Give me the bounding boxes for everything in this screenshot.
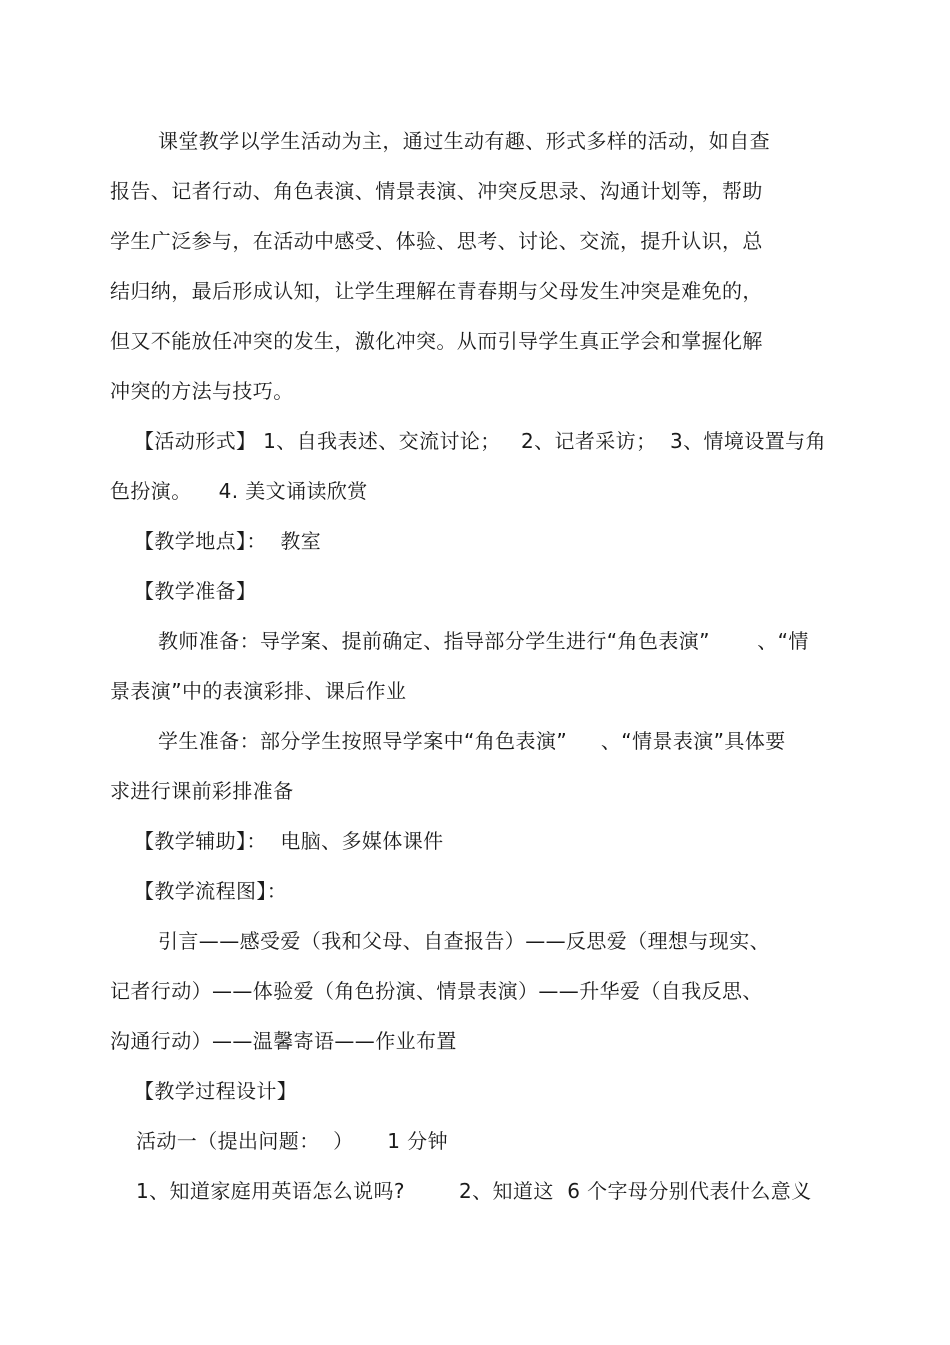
flowchart-line-1: 引言——感受爱（我和父母、自查报告）——反思爱（理想与现实、 (158, 929, 770, 953)
intro-paragraph-line-6: 冲突的方法与技巧。 (110, 379, 294, 403)
flowchart-line-3: 沟通行动）——温馨寄语——作业布置 (110, 1029, 457, 1053)
teacher-preparation-line-2: 景表演”中的表演彩排、课后作业 (110, 679, 407, 703)
intro-paragraph-line-5: 但又不能放任冲突的发生，激化冲突。从而引导学生真正学会和掌握化解 (110, 329, 763, 353)
process-design-heading: 【教学过程设计】 (134, 1079, 298, 1103)
teacher-preparation-line-1: 教师准备：导学案、提前确定、指导部分学生进行“角色表演” 、“情 (158, 629, 809, 653)
activity-one-title: 活动一（提出问题： ） 1 分钟 (136, 1129, 448, 1153)
teaching-preparation-heading: 【教学准备】 (134, 579, 257, 603)
intro-paragraph-line-1: 课堂教学以学生活动为主，通过生动有趣、形式多样的活动，如自查 (158, 129, 770, 153)
flowchart-heading: 【教学流程图】： (134, 879, 288, 903)
flowchart-line-2: 记者行动）——体验爱（角色扮演、情景表演）——升华爱（自我反思、 (110, 979, 763, 1003)
activity-form-line-2: 色扮演。 4. 美文诵读欣赏 (110, 479, 368, 503)
teaching-location: 【教学地点】： 教室 (134, 529, 322, 553)
intro-paragraph-line-4: 结归纳，最后形成认知，让学生理解在青春期与父母发生冲突是难免的， (110, 279, 763, 303)
activity-one-questions: 1、知道家庭用英语怎么说吗? 2、知道这 6 个字母分别代表什么意义 (136, 1179, 812, 1203)
teaching-aids: 【教学辅助】： 电脑、多媒体课件 (134, 829, 444, 853)
student-preparation-line-2: 求进行课前彩排准备 (110, 779, 294, 803)
intro-paragraph-line-3: 学生广泛参与，在活动中感受、体验、思考、讨论、交流，提升认识，总 (110, 229, 763, 253)
student-preparation-line-1: 学生准备：部分学生按照导学案中“角色表演” 、“情景表演”具体要 (158, 729, 786, 753)
intro-paragraph-line-2: 报告、记者行动、角色表演、情景表演、冲突反思录、沟通计划等，帮助 (110, 179, 763, 203)
activity-form-line-1: 【活动形式】 1、自我表述、交流讨论； 2、记者采访； 3、情境设置与角 (134, 429, 826, 453)
